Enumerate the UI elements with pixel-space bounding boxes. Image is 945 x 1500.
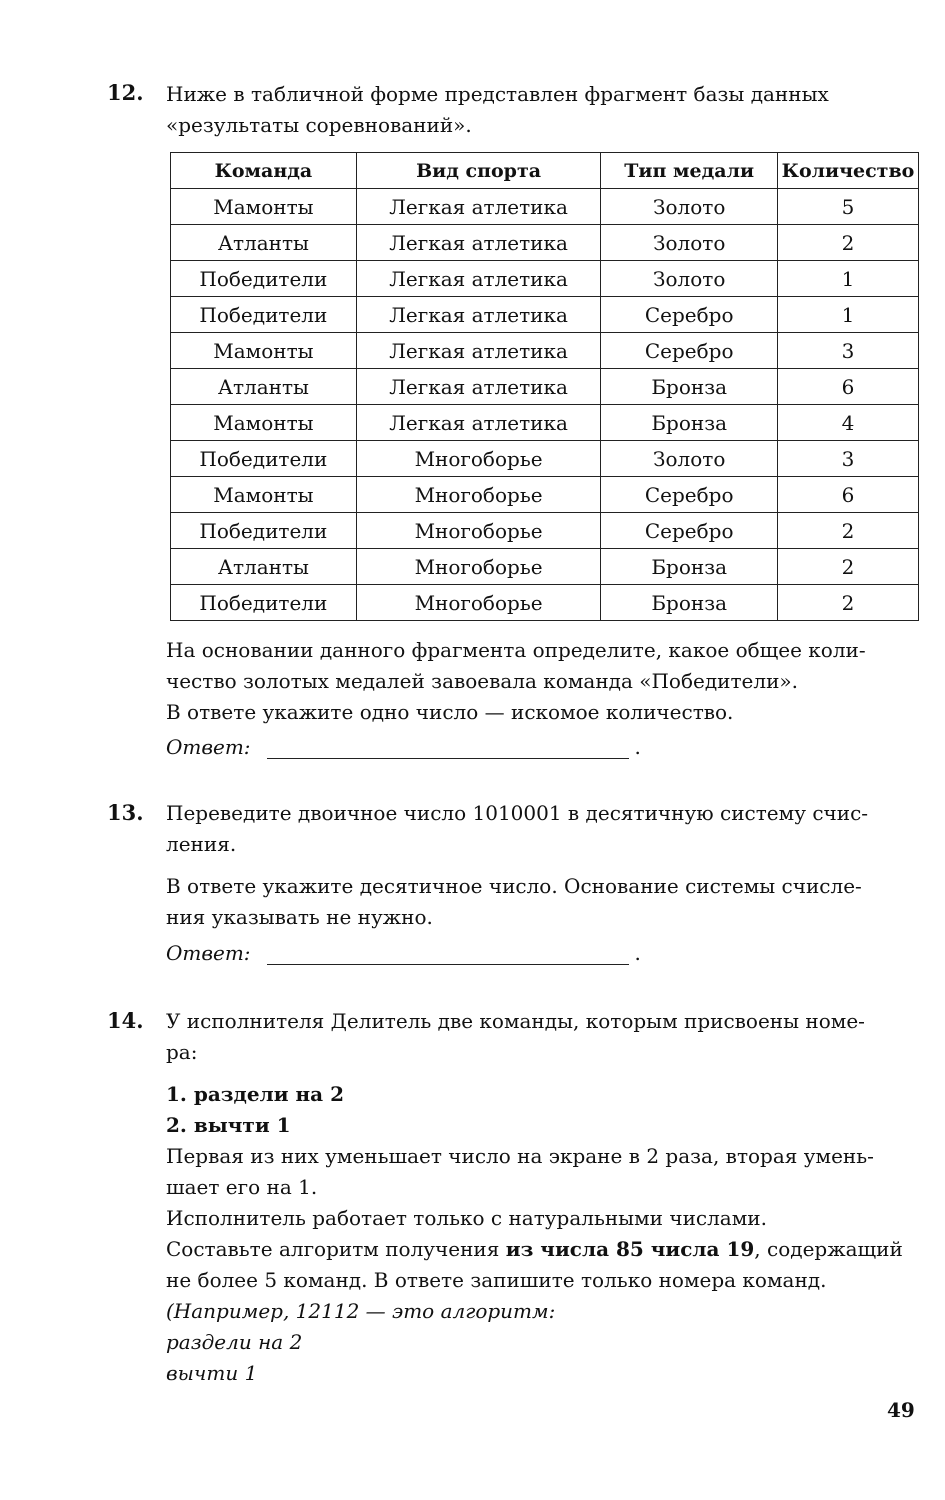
task-14-command-2: 2. вычти 1 [166, 1113, 291, 1137]
algo-post: , содержащий [754, 1237, 903, 1261]
answer-label: Ответ: [166, 735, 251, 759]
cell-medal: Серебро [601, 297, 778, 333]
cell-count: 2 [778, 513, 919, 549]
answer-label: Ответ: [166, 941, 251, 965]
cell-count: 1 [778, 297, 919, 333]
task-13-text [166, 798, 916, 933]
cell-sport: Многоборье [356, 513, 601, 549]
cell-medal: Бронза [601, 585, 778, 621]
table-row [171, 441, 919, 477]
cell-team: Атланты [171, 369, 357, 405]
cell-sport: Легкая атлетика [356, 405, 601, 441]
cell-sport: Легкая атлетика [356, 333, 601, 369]
table-header-row [171, 153, 919, 189]
task-14-example-line-3: вычти 1 [166, 1361, 258, 1385]
table-row [171, 405, 919, 441]
cell-team: Победители [171, 585, 357, 621]
table-row [171, 189, 919, 225]
answer-blank[interactable] [267, 944, 629, 965]
task-12-question-line-3: В ответе укажите одно число — искомое количество. [166, 700, 734, 724]
cell-count: 3 [778, 333, 919, 369]
task-14-desc-line-2: шает его на 1. [166, 1175, 318, 1199]
task-14-example-line-2: раздели на 2 [166, 1330, 303, 1354]
algo-pre: Составьте алгоритм получения [166, 1237, 506, 1261]
table-row [171, 333, 919, 369]
cell-sport: Легкая атлетика [356, 189, 601, 225]
cell-team: Мамонты [171, 405, 357, 441]
cell-sport: Многоборье [356, 585, 601, 621]
table-row [171, 513, 919, 549]
header-team: Команда [171, 153, 357, 189]
cell-sport: Легкая атлетика [356, 225, 601, 261]
cell-sport: Многоборье [356, 441, 601, 477]
cell-medal: Золото [601, 225, 778, 261]
task-14-example-line-1: (Например, 12112 — это алгоритм: [166, 1299, 556, 1323]
results-table [170, 152, 919, 621]
cell-medal: Серебро [601, 513, 778, 549]
cell-count: 6 [778, 477, 919, 513]
cell-count: 4 [778, 405, 919, 441]
table-row [171, 225, 919, 261]
task-14-algo-line-1 [166, 1234, 916, 1265]
cell-team: Победители [171, 297, 357, 333]
cell-medal: Золото [601, 189, 778, 225]
task-12-answer [166, 735, 641, 759]
page-number: 49 [887, 1398, 915, 1422]
table-row [171, 549, 919, 585]
task-14-command-1: 1. раздели на 2 [166, 1082, 344, 1106]
table-row [171, 261, 919, 297]
cell-count: 6 [778, 369, 919, 405]
cell-sport: Легкая атлетика [356, 297, 601, 333]
cell-team: Победители [171, 261, 357, 297]
task-12-intro-line-2: «результаты соревнований». [166, 113, 472, 137]
task-14-number: 14. [107, 1008, 144, 1033]
cell-sport: Многоборье [356, 477, 601, 513]
task-12-question-line-1: На основании данного фрагмента определите, какое общее коли- [166, 638, 866, 662]
header-count: Количество [778, 153, 919, 189]
task-14-algo-line-2: не более 5 команд. В ответе запишите только номера команд. [166, 1268, 827, 1292]
cell-team: Атланты [171, 225, 357, 261]
header-medal-type: Тип медали [601, 153, 778, 189]
cell-sport: Легкая атлетика [356, 369, 601, 405]
cell-medal: Серебро [601, 333, 778, 369]
task-13-number: 13. [107, 800, 144, 825]
cell-team: Победители [171, 441, 357, 477]
task-12-intro-line-1: Ниже в табличной форме представлен фрагмент базы данных [166, 82, 829, 106]
answer-blank[interactable] [267, 738, 629, 759]
task-14-line-1: У исполнителя Делитель две команды, которым присвоены номе- [166, 1009, 865, 1033]
cell-count: 2 [778, 549, 919, 585]
table-row [171, 297, 919, 333]
task-13-line-2: ления. [166, 832, 237, 856]
cell-medal: Бронза [601, 549, 778, 585]
task-13-line-1: Переведите двоичное число 1010001 в десятичную систему счис- [166, 801, 869, 825]
task-12-number: 12. [107, 80, 144, 105]
cell-team: Атланты [171, 549, 357, 585]
table-row [171, 369, 919, 405]
cell-medal: Бронза [601, 405, 778, 441]
task-13-line-3: В ответе укажите десятичное число. Основание системы счисле- [166, 874, 862, 898]
table-row [171, 477, 919, 513]
cell-sport: Многоборье [356, 549, 601, 585]
task-14-line-2: ра: [166, 1040, 198, 1064]
cell-team: Мамонты [171, 189, 357, 225]
header-sport: Вид спорта [356, 153, 601, 189]
cell-count: 2 [778, 225, 919, 261]
cell-medal: Золото [601, 441, 778, 477]
answer-end: . [634, 941, 641, 965]
cell-team: Победители [171, 513, 357, 549]
table-row [171, 585, 919, 621]
task-12-question-line-2: чество золотых медалей завоевала команда «Победители». [166, 669, 799, 693]
algo-bold: из числа 85 числа 19 [505, 1237, 755, 1261]
cell-medal: Золото [601, 261, 778, 297]
cell-team: Мамонты [171, 477, 357, 513]
cell-medal: Бронза [601, 369, 778, 405]
cell-sport: Легкая атлетика [356, 261, 601, 297]
task-14-desc-line-1: Первая из них уменьшает число на экране в 2 раза, вторая умень- [166, 1144, 874, 1168]
task-14-desc-line-3: Исполнитель работает только с натуральными числами. [166, 1206, 767, 1230]
task-12-intro [166, 79, 916, 141]
task-13-answer [166, 941, 641, 965]
task-14-text [166, 1006, 916, 1389]
cell-medal: Серебро [601, 477, 778, 513]
task-13-line-4: ния указывать не нужно. [166, 905, 433, 929]
answer-end: . [634, 735, 641, 759]
task-12-question [166, 635, 916, 728]
cell-count: 1 [778, 261, 919, 297]
cell-count: 2 [778, 585, 919, 621]
cell-team: Мамонты [171, 333, 357, 369]
cell-count: 3 [778, 441, 919, 477]
cell-count: 5 [778, 189, 919, 225]
